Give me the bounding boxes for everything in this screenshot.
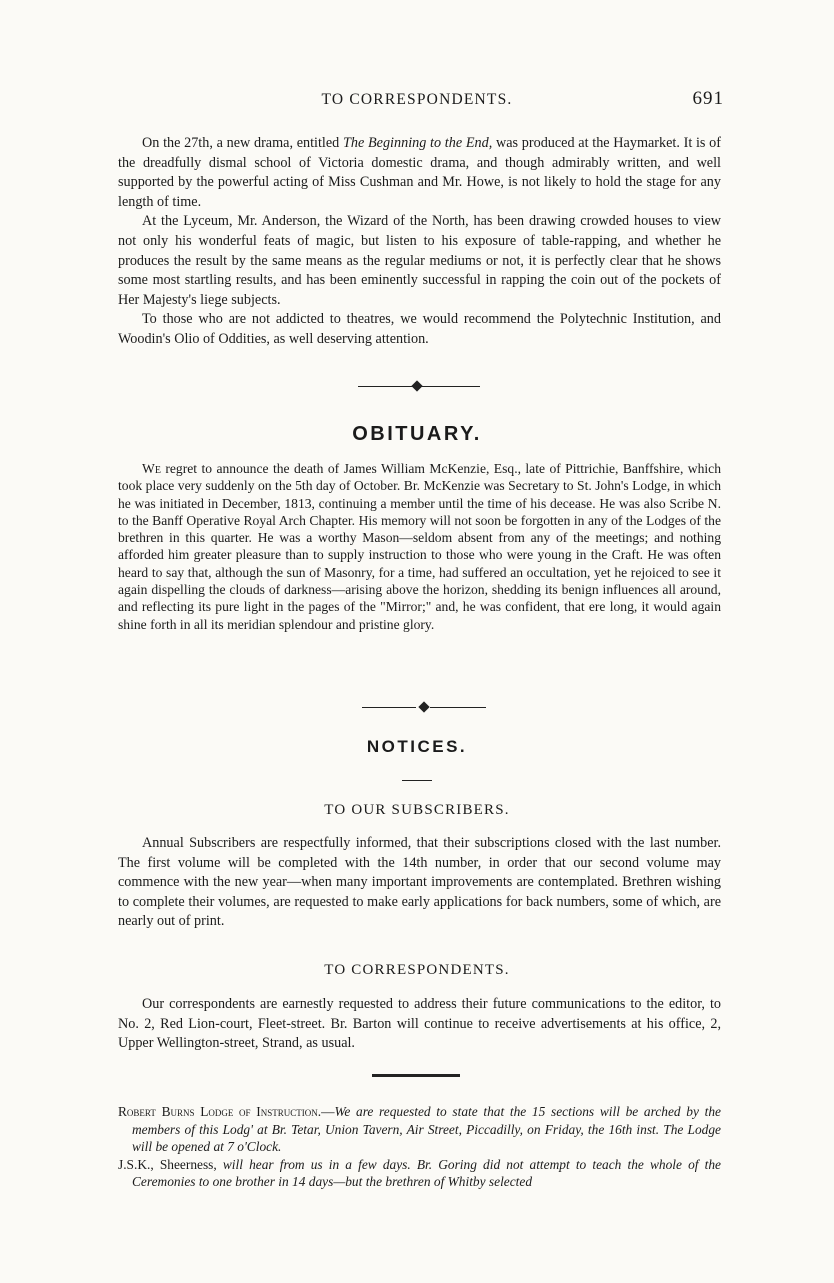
drama-section [118, 134, 721, 350]
running-head [0, 88, 834, 112]
drama-p1-a: On the 27th, a new drama, entitled [142, 135, 343, 151]
obituary-body: regret to announce the death of James William McKenzie, Esq., late of Pittrichie, Banffshire, which took place very suddenly on the 5th day of October. Br. McKenzie was Secretary to St. John's Lodge, in which he was initiated in December, 1813, continuing a member until the time of his decease. He was also Scribe N. to the Banff Operative Royal Arch Chapter. His memory will not soon be forgotten in any of the Lodges of the brethren in this quarter. He was a worthy Mason—seldom absent from any of the meetings; and nothing afforded him greater pleasure than to supply instruction to those who were young in the Craft. He was often heard to say that, although the sun of Masonry, for a time, had suffered an occultation, yet he rejoiced to see it again dispelling the clouds of darkness—arising above the horizon, shedding its benign influences all around, and reflecting its pure light in the pages of the "Mirror;" and, he was confident, that ere long, it would again shine forth in all its meridian splendour and pristine glory. [118, 461, 721, 632]
obituary-paragraph [118, 460, 721, 633]
notices-heading: NOTICES. [366, 737, 468, 756]
drama-p1-b: was produced at the Haymarket. It is of the dreadfully dismal school of Victoria domestic drama, and though admirably written, and well supported by the powerful acting of Miss Cushman and Mr. Howe, is not likely to hold the stage for any length of time. [118, 135, 721, 210]
drama-paragraph-2: At the Lyceum, Mr. Anderson, the Wizard of the North, has been drawing crowded houses to view not only his wonderful feats of magic, but listen to his exposure of table-rapping, and whether he produces the result by the same means as the regular mediums or not, it is perfectly clear that he shows some most startling results, and has been eminently successful in rapping the coin out of the pockets of Her Majesty's liege subjects. [118, 213, 721, 308]
page-number: 691 [692, 88, 724, 109]
subscribers-section [118, 834, 721, 932]
obituary-heading: OBITUARY. [352, 423, 482, 445]
correspondents-heading: TO CORRESPONDENTS. [324, 962, 510, 978]
note-1-body: We are requested to state that the 15 sections will be arched by the members of this Lodg' at Br. Tetar, Union Tavern, Air Street, Piccadilly, on Friday, the 16th inst. The Lodge will be opened at 7 o'Clock. [132, 1104, 721, 1155]
ornament-line-left [362, 707, 416, 708]
ornament-divider [342, 380, 492, 394]
subscribers-heading: TO OUR SUBSCRIBERS. [324, 802, 510, 818]
subscribers-paragraph: Annual Subscribers are respectfully informed, that their subscriptions closed with the last number. The first volume will be completed with the 14th number, in order that our second volume may commence with the new year—when many important improvements are contemplated. Brethren wishing to complete their volumes, are requested to make early applications for back numbers, some of which, are nearly out of print. [118, 835, 721, 930]
note-1-dash: — [321, 1104, 335, 1119]
drama-title: The Beginning to the End, [343, 135, 493, 151]
note-2-lead: J.S.K., Sheerness, [118, 1156, 217, 1172]
note-robert-burns [118, 1103, 721, 1156]
correspondents-paragraph: Our correspondents are earnestly requested to address their future communications to the editor, to No. 2, Red Lion-court, Fleet-street. Br. Barton will continue to receive advertisements at his office, 2, Upper Wellington-street, Strand, as usual. [118, 996, 721, 1052]
correspondents-section [118, 995, 721, 1054]
ornament-divider-2 [342, 701, 492, 715]
ornament-line-left [358, 386, 414, 387]
note-2-body: will hear from us in a few days. Br. Goring did not attempt to teach the whole of the Ceremonies to one brother in 14 days—but the brethren of Whitby selected [132, 1156, 721, 1190]
drama-paragraph-3: To those who are not addicted to theatres, we would recommend the Polytechnic Institution, and Woodin's Olio of Oddities, as well deserving attention. [118, 311, 721, 347]
running-title: TO CORRESPONDENTS. [321, 91, 513, 108]
note-1-lead: Robert Burns Lodge of Instruction. [118, 1104, 322, 1119]
obituary-section [118, 460, 721, 633]
ornament-diamond [418, 701, 429, 712]
obituary-lead: We [142, 461, 161, 476]
ornament-line-right [430, 707, 486, 708]
notes-section [118, 1103, 721, 1191]
ornament-line-right [420, 386, 480, 387]
note-jsk [118, 1156, 721, 1191]
footnote-rule [372, 1074, 460, 1077]
drama-paragraph-1 [118, 134, 721, 212]
short-rule [402, 780, 432, 781]
